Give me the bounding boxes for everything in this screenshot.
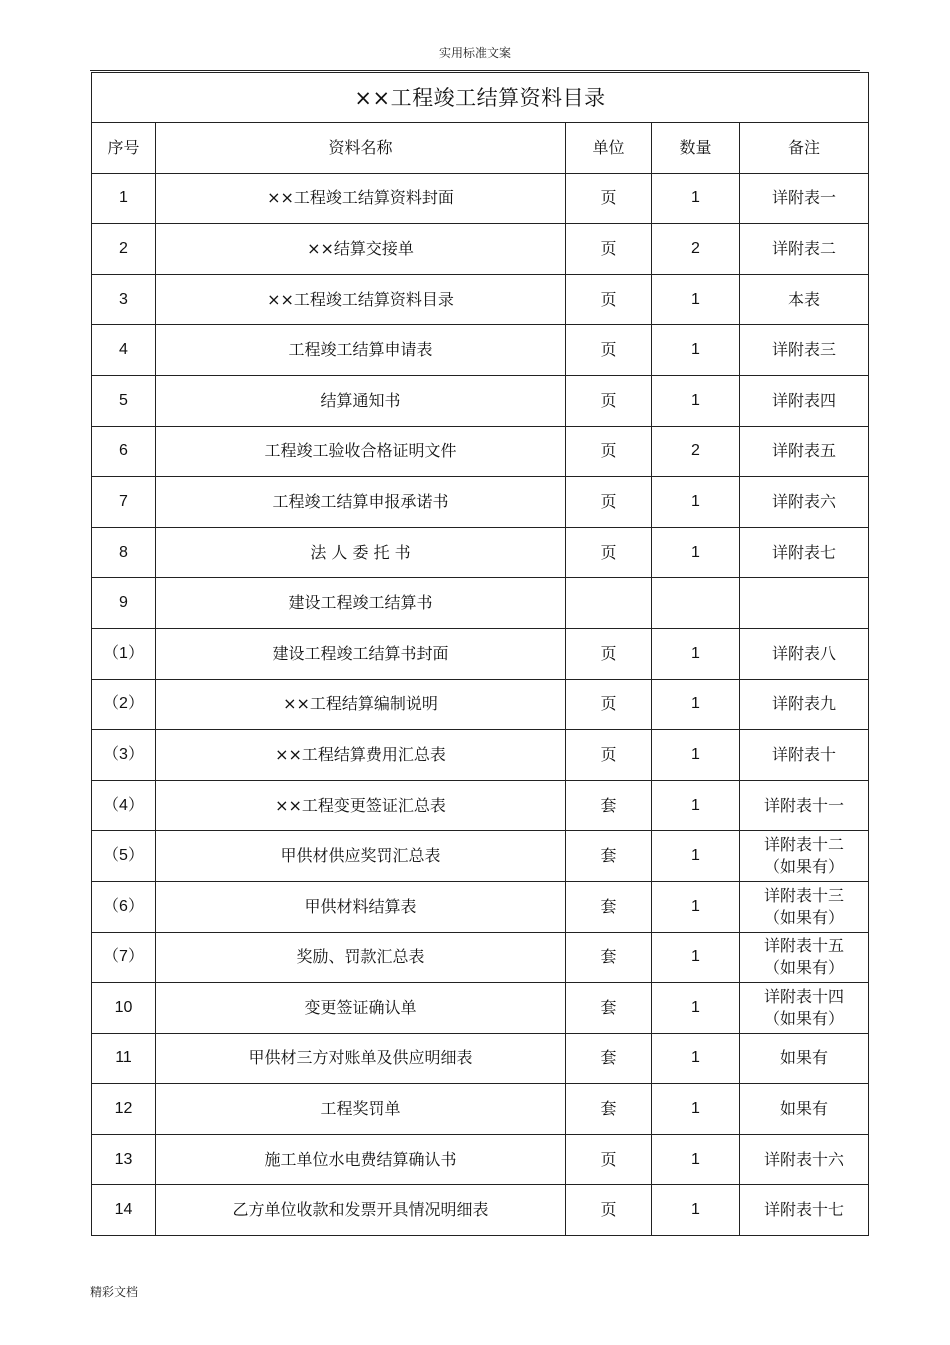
cell-name: 变更签证确认单 [156, 983, 566, 1034]
cell-remark [740, 1185, 869, 1236]
cell-remark-main: 详附表十四 [764, 986, 845, 1006]
header-rule [90, 70, 860, 71]
cell-no: 1 [92, 173, 156, 224]
cell-unit: 页 [566, 224, 652, 275]
table-row [92, 325, 869, 376]
cell-remark-main: 详附表十五 [764, 936, 845, 956]
cell-remark [740, 578, 869, 629]
table-row [92, 173, 869, 224]
table-row [92, 274, 869, 325]
cell-qty: 1 [652, 983, 740, 1034]
cell-name: 甲供材料结算表 [156, 881, 566, 932]
page-footer: 精彩文档 [90, 1285, 139, 1299]
cell-no: 6 [92, 426, 156, 477]
cell-no: 5 [92, 375, 156, 426]
cell-remark [740, 325, 869, 376]
cell-name: 工程竣工结算申请表 [156, 325, 566, 376]
cell-no: （2） [92, 679, 156, 730]
column-header-remark: 备注 [740, 123, 869, 174]
cell-remark-note: （如果有） [764, 857, 845, 877]
table-row [92, 831, 869, 882]
column-header-no: 序号 [92, 123, 156, 174]
cell-unit: 套 [566, 1084, 652, 1135]
table-row [92, 224, 869, 275]
cell-name: 建设工程竣工结算书 [156, 578, 566, 629]
cell-unit: 页 [566, 325, 652, 376]
cell-remark-main: 详附表九 [772, 694, 837, 714]
table-row [92, 932, 869, 983]
cell-no: （4） [92, 780, 156, 831]
cell-no: 12 [92, 1084, 156, 1135]
table-row [92, 477, 869, 528]
cell-qty: 1 [652, 628, 740, 679]
cell-name: 建设工程竣工结算书封面 [156, 628, 566, 679]
cell-unit: 套 [566, 881, 652, 932]
cell-unit: 套 [566, 1033, 652, 1084]
cell-unit: 页 [566, 1185, 652, 1236]
cell-no: 4 [92, 325, 156, 376]
cell-remark [740, 274, 869, 325]
cell-remark [740, 628, 869, 679]
cell-remark-note: （如果有） [764, 958, 845, 978]
cell-unit: 页 [566, 274, 652, 325]
cell-no: 2 [92, 224, 156, 275]
cell-no: 9 [92, 578, 156, 629]
cell-name: ××工程结算编制说明 [156, 679, 566, 730]
cell-qty: 1 [652, 679, 740, 730]
cell-remark-main: 详附表四 [772, 390, 837, 410]
cell-name: 乙方单位收款和发票开具情况明细表 [156, 1185, 566, 1236]
cell-unit: 页 [566, 375, 652, 426]
cell-qty: 1 [652, 375, 740, 426]
cell-remark [740, 983, 869, 1034]
table-row [92, 679, 869, 730]
cell-remark-main: 详附表十 [772, 744, 837, 764]
cell-remark-main: 详附表三 [772, 340, 837, 360]
cell-name: 甲供材供应奖罚汇总表 [156, 831, 566, 882]
cell-qty: 1 [652, 730, 740, 781]
cell-name: ××工程竣工结算资料目录 [156, 274, 566, 325]
cell-remark-main: 如果有 [780, 1048, 829, 1068]
cell-no: 14 [92, 1185, 156, 1236]
cell-no: 7 [92, 477, 156, 528]
cell-qty: 1 [652, 881, 740, 932]
cell-qty: 1 [652, 477, 740, 528]
cell-remark-main: 详附表一 [772, 188, 837, 208]
cell-qty: 1 [652, 527, 740, 578]
table-row [92, 1185, 869, 1236]
cell-name: 结算通知书 [156, 375, 566, 426]
cell-remark-main: 详附表七 [772, 542, 837, 562]
cell-remark [740, 527, 869, 578]
cell-remark-main: 详附表二 [772, 238, 837, 258]
cell-remark [740, 173, 869, 224]
cell-unit: 页 [566, 1134, 652, 1185]
cell-unit: 页 [566, 679, 652, 730]
cell-qty: 1 [652, 780, 740, 831]
cell-remark [740, 426, 869, 477]
cell-unit [566, 578, 652, 629]
table-row [92, 730, 869, 781]
cell-qty: 1 [652, 831, 740, 882]
table-row [92, 1134, 869, 1185]
page-header: 实用标准文案 [438, 46, 511, 60]
cell-unit: 页 [566, 628, 652, 679]
cell-unit: 套 [566, 983, 652, 1034]
cell-name: ××工程结算费用汇总表 [156, 730, 566, 781]
cell-remark [740, 881, 869, 932]
cell-unit: 页 [566, 730, 652, 781]
cell-qty: 1 [652, 1134, 740, 1185]
cell-qty: 1 [652, 173, 740, 224]
table-row [92, 780, 869, 831]
cell-remark-main: 详附表十六 [764, 1149, 845, 1169]
cell-remark [740, 1134, 869, 1185]
cell-unit: 套 [566, 780, 652, 831]
cell-qty: 1 [652, 325, 740, 376]
cell-remark [740, 224, 869, 275]
table-row [92, 628, 869, 679]
cell-no: （5） [92, 831, 156, 882]
cell-remark [740, 932, 869, 983]
table-row [92, 375, 869, 426]
cell-remark-main: 详附表五 [772, 441, 837, 461]
cell-remark [740, 1084, 869, 1135]
cell-qty: 1 [652, 274, 740, 325]
cell-remark [740, 780, 869, 831]
cell-qty [652, 578, 740, 629]
cell-qty: 2 [652, 426, 740, 477]
cell-remark [740, 679, 869, 730]
cell-remark-main: 详附表六 [772, 491, 837, 511]
table-row [92, 881, 869, 932]
table-row [92, 983, 869, 1034]
table-row [92, 426, 869, 477]
cell-name: 甲供材三方对账单及供应明细表 [156, 1033, 566, 1084]
cell-remark [740, 730, 869, 781]
cell-no: 8 [92, 527, 156, 578]
cell-name: ××结算交接单 [156, 224, 566, 275]
cell-no: 11 [92, 1033, 156, 1084]
table-row [92, 578, 869, 629]
column-header-name: 资料名称 [156, 123, 566, 174]
catalog-table [91, 72, 869, 1236]
table-row [92, 527, 869, 578]
cell-remark [740, 831, 869, 882]
cell-no: （6） [92, 881, 156, 932]
cell-name: 奖励、罚款汇总表 [156, 932, 566, 983]
cell-qty: 1 [652, 1185, 740, 1236]
column-header-unit: 单位 [566, 123, 652, 174]
column-header-qty: 数量 [652, 123, 740, 174]
cell-remark-main: 本表 [788, 289, 821, 309]
cell-name: 工程竣工验收合格证明文件 [156, 426, 566, 477]
cell-remark-main: 详附表十二 [764, 835, 845, 855]
cell-qty: 2 [652, 224, 740, 275]
cell-remark-note: （如果有） [764, 1008, 845, 1028]
table-title: ××工程竣工结算资料目录 [92, 73, 869, 123]
cell-no: （1） [92, 628, 156, 679]
cell-remark-main: 详附表十一 [764, 795, 845, 815]
cell-unit: 页 [566, 527, 652, 578]
cell-unit: 套 [566, 831, 652, 882]
cell-remark [740, 375, 869, 426]
title-row [92, 73, 869, 123]
cell-name: 工程奖罚单 [156, 1084, 566, 1135]
cell-name: 工程竣工结算申报承诺书 [156, 477, 566, 528]
catalog-body [92, 73, 869, 1236]
cell-no: （3） [92, 730, 156, 781]
cell-no: 3 [92, 274, 156, 325]
cell-remark-main: 详附表十七 [764, 1200, 845, 1220]
table-row [92, 1084, 869, 1135]
cell-remark-main: 详附表八 [772, 643, 837, 663]
cell-unit: 页 [566, 426, 652, 477]
cell-remark-main: 如果有 [780, 1099, 829, 1119]
table-row [92, 1033, 869, 1084]
cell-remark-note: （如果有） [764, 907, 845, 927]
cell-remark-main: 详附表十三 [764, 885, 845, 905]
cell-remark [740, 1033, 869, 1084]
cell-unit: 页 [566, 477, 652, 528]
cell-name: ××工程变更签证汇总表 [156, 780, 566, 831]
cell-no: （7） [92, 932, 156, 983]
cell-no: 13 [92, 1134, 156, 1185]
cell-qty: 1 [652, 932, 740, 983]
cell-unit: 页 [566, 173, 652, 224]
cell-name: ××工程竣工结算资料封面 [156, 173, 566, 224]
cell-name: 施工单位水电费结算确认书 [156, 1134, 566, 1185]
cell-qty: 1 [652, 1084, 740, 1135]
cell-qty: 1 [652, 1033, 740, 1084]
cell-unit: 套 [566, 932, 652, 983]
cell-remark [740, 477, 869, 528]
cell-no: 10 [92, 983, 156, 1034]
cell-name: 法 人 委 托 书 [156, 527, 566, 578]
column-header-row [92, 123, 869, 174]
